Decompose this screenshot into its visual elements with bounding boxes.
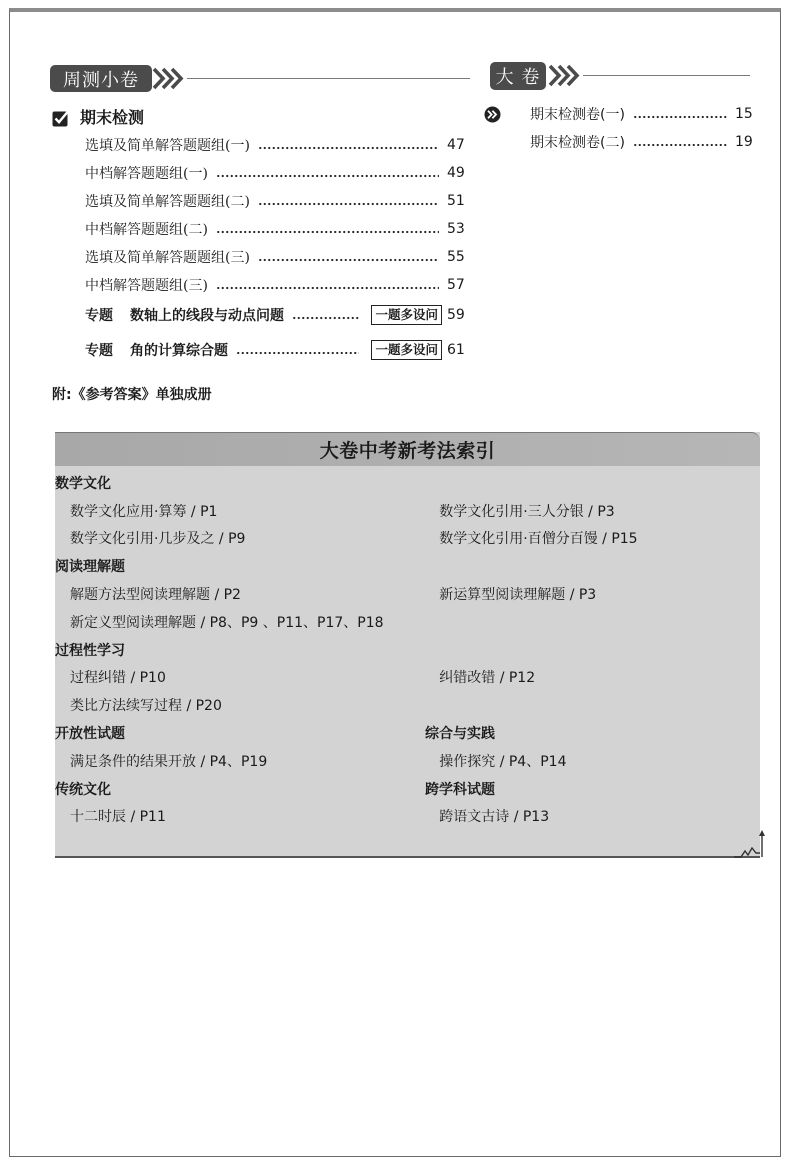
triple-chevron-icon	[547, 63, 581, 88]
index-row	[55, 636, 760, 664]
topic-label: 角的计算综合题	[130, 343, 228, 359]
toc-item-page: 53	[447, 221, 465, 237]
topic-prefix: 专题	[85, 308, 113, 324]
index-entry: 跨语文古诗 / P13	[439, 809, 550, 826]
toc-item	[85, 187, 463, 215]
topic-badge: 一题多设问	[371, 305, 442, 325]
index-row	[55, 664, 760, 692]
index-category-heading: 传统文化	[55, 781, 111, 798]
index-panel	[55, 432, 760, 858]
index-entry: 纠错改错 / P12	[439, 670, 536, 687]
toc-item-page: 57	[447, 277, 465, 293]
index-entry: 数学文化引用·三人分银 / P3	[439, 503, 615, 520]
index-entry: 数学文化引用·百僧分百馒 / P15	[439, 531, 638, 548]
toc-item-page: 55	[447, 249, 465, 265]
dot-leader	[216, 286, 439, 290]
toc-item-label: 选填及简单解答题题组(二)	[85, 194, 250, 210]
index-row	[55, 497, 760, 525]
toc-item-label: 期末检测卷(一)	[530, 107, 625, 123]
dot-leader	[292, 316, 359, 320]
toc-item-page: 51	[447, 193, 465, 209]
toc-list	[85, 131, 463, 299]
index-title: 大卷中考新考法索引	[55, 432, 760, 466]
checkbox-checked-icon	[52, 110, 69, 127]
index-entry: 新定义型阅读理解题 / P8、P9 、P11、P17、P18	[70, 614, 384, 631]
dot-leader	[258, 202, 439, 206]
dot-leader	[633, 143, 727, 147]
index-row	[55, 719, 760, 747]
dot-leader	[236, 351, 359, 355]
toc-item-page: 59	[447, 307, 465, 323]
topic-badge: 一题多设问	[371, 340, 442, 360]
index-category-heading: 开放性试题	[55, 726, 125, 743]
toc-item-label: 期末检测卷(二)	[530, 135, 625, 151]
index-category-heading: 综合与实践	[425, 726, 495, 743]
index-row	[55, 775, 760, 803]
section-tag-label: 周测小卷	[63, 69, 139, 91]
toc-item	[85, 215, 463, 243]
toc-item	[530, 100, 753, 128]
index-entry: 类比方法续写过程 / P20	[70, 698, 222, 715]
index-entry: 解题方法型阅读理解题 / P2	[70, 587, 241, 604]
toc-item-page: 19	[735, 134, 753, 150]
section-tag-big	[490, 62, 546, 90]
dot-leader	[216, 230, 439, 234]
dot-leader	[633, 115, 727, 119]
toc-item	[85, 271, 463, 299]
toc-item	[85, 243, 463, 271]
index-category-heading: 跨学科试题	[425, 781, 495, 798]
index-row	[55, 580, 760, 608]
section-tag-weekly	[50, 65, 152, 92]
index-row	[55, 608, 760, 636]
index-entry: 操作探究 / P4、P14	[439, 753, 567, 770]
index-row	[55, 525, 760, 553]
toc-item	[85, 159, 463, 187]
toc-item-label: 中档解答题题组(三)	[85, 278, 208, 294]
circle-double-chevron-icon	[484, 106, 501, 123]
toc-topic-item	[85, 301, 463, 329]
toc-item	[530, 128, 753, 156]
index-row	[55, 552, 760, 580]
toc-item-label: 中档解答题题组(一)	[85, 166, 208, 182]
dot-leader	[258, 258, 439, 262]
toc-item-page: 61	[447, 342, 465, 358]
index-category-heading: 数学文化	[55, 475, 111, 492]
section-tag-label: 大 卷	[495, 67, 541, 88]
index-entry: 数学文化应用·算筹 / P1	[70, 503, 218, 520]
topic-prefix: 专题	[85, 343, 113, 359]
group-title: 期末检测	[80, 108, 145, 127]
index-entry: 过程纠错 / P10	[70, 670, 166, 687]
toc-item-page: 49	[447, 165, 465, 181]
toc-item-page: 15	[735, 106, 753, 122]
toc-item-label: 选填及简单解答题题组(一)	[85, 138, 250, 154]
toc-item	[85, 131, 463, 159]
triple-chevron-icon	[151, 66, 185, 91]
index-entry: 新运算型阅读理解题 / P3	[439, 587, 597, 604]
index-row	[55, 747, 760, 775]
answer-booklet-note: 附:《参考答案》单独成册	[52, 387, 212, 403]
corner-arrow-icon	[734, 828, 766, 860]
toc-item-label: 中档解答题题组(二)	[85, 222, 208, 238]
index-row	[55, 691, 760, 719]
index-row	[55, 803, 760, 831]
index-entry: 数学文化引用·几步及之 / P9	[70, 531, 246, 548]
toc-item-label: 选填及简单解答题题组(三)	[85, 250, 250, 266]
index-entry: 十二时辰 / P11	[70, 809, 166, 826]
index-body	[55, 469, 760, 830]
index-category-heading: 阅读理解题	[55, 559, 125, 576]
toc-item-page: 47	[447, 137, 465, 153]
topic-label: 数轴上的线段与动点问题	[130, 308, 284, 324]
index-category-heading: 过程性学习	[55, 642, 125, 659]
dot-leader	[216, 174, 439, 178]
index-entry: 满足条件的结果开放 / P4、P19	[70, 753, 268, 770]
right-toc-list	[530, 100, 753, 156]
section-divider	[187, 78, 470, 79]
index-row	[55, 469, 760, 497]
toc-topic-item	[85, 336, 463, 364]
dot-leader	[258, 146, 439, 150]
section-divider	[583, 75, 750, 76]
